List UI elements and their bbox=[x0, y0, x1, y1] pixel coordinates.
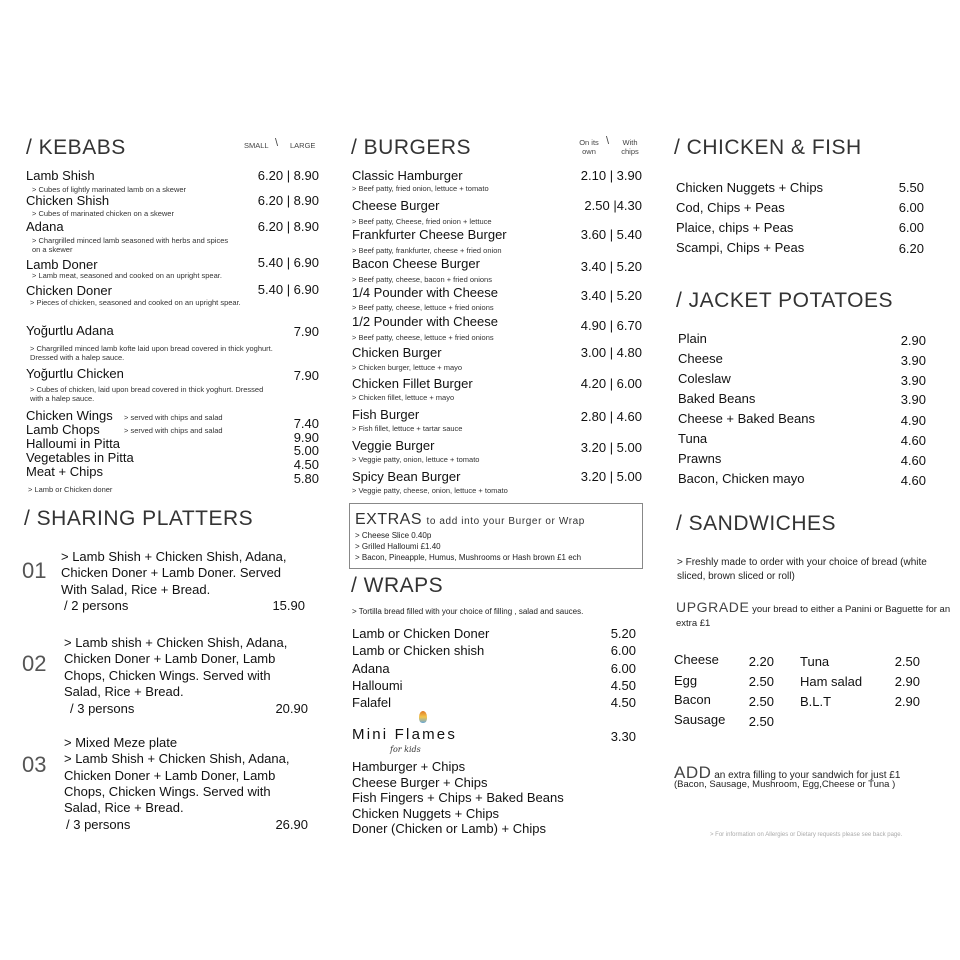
platter-price: 15.90 bbox=[272, 598, 305, 613]
burger-item-desc: > Beef patty, frankfurter, cheese + fried onion bbox=[352, 246, 502, 255]
wrap-item-name: Lamb or Chicken shish bbox=[352, 643, 485, 658]
wrap-item-name: Falafel bbox=[352, 695, 392, 710]
add-text: an extra filling to your sandwich for just £1 bbox=[714, 770, 901, 781]
sandwich-item-price: 2.50 bbox=[748, 674, 774, 689]
extras-title: EXTRAS bbox=[355, 511, 423, 528]
kebab-item-price: 5.40 | 6.90 bbox=[257, 282, 319, 297]
kebab-extra-price: 9.90 bbox=[293, 430, 319, 445]
chicken-fish-title: / CHICKEN & FISH bbox=[674, 136, 862, 159]
sandwich-item-price: 2.50 bbox=[894, 654, 920, 669]
jacket-item-name: Bacon, Chicken mayo bbox=[678, 471, 805, 486]
kebab-item-name: Lamb Shish bbox=[26, 168, 95, 183]
sandwich-item-name: B.L.T bbox=[800, 694, 832, 709]
kebab-item-price: 5.40 | 6.90 bbox=[257, 255, 319, 270]
sandwich-item-price: 2.50 bbox=[748, 694, 774, 709]
jacket-item-price: 4.60 bbox=[900, 433, 926, 448]
platter-line: Chops, Chicken Wings. Served with bbox=[64, 667, 271, 683]
kebab-item-desc: > Lamb meat, seasoned and cooked on an upright spear. bbox=[32, 271, 222, 280]
burger-item-desc: > Veggie patty, onion, lettuce + tomato bbox=[352, 455, 480, 464]
wraps-intro: > Tortilla bread filled with your choice of filling , salad and sauces. bbox=[352, 607, 584, 616]
mini-flames-list bbox=[352, 759, 564, 837]
wrap-item-name: Lamb or Chicken Doner bbox=[352, 626, 490, 641]
jacket-item-name: Plain bbox=[678, 331, 707, 346]
platter-line: > Lamb Shish + Chicken Shish, Adana, bbox=[61, 549, 287, 564]
extras-box bbox=[349, 503, 643, 569]
jacket-item-name: Cheese bbox=[678, 351, 723, 366]
kebabs-col-large: LARGE bbox=[290, 141, 316, 150]
burgers-col-chips: With chips bbox=[621, 138, 639, 156]
kebab-extra-price: 7.40 bbox=[293, 416, 319, 431]
platter-line: Salad, Rice + Bread. bbox=[64, 683, 184, 699]
jacket-item-price: 4.60 bbox=[900, 453, 926, 468]
flame-icon bbox=[419, 711, 427, 723]
kebab-item-price: 7.90 bbox=[293, 324, 319, 339]
burger-item-price: 4.90 | 6.70 bbox=[580, 318, 642, 333]
jacket-item-price: 3.90 bbox=[900, 392, 926, 407]
sandwich-item-price: 2.90 bbox=[894, 674, 920, 689]
jacket-title: / JACKET POTATOES bbox=[676, 289, 893, 312]
platter-price: 26.90 bbox=[275, 817, 308, 832]
jacket-item-name: Cheese + Baked Beans bbox=[678, 411, 815, 426]
burger-item-desc: > Beef patty, Cheese, fried onion + lettuce bbox=[352, 217, 492, 226]
jacket-item-name: Baked Beans bbox=[678, 391, 756, 406]
kebab-extra-price: 5.80 bbox=[293, 471, 319, 486]
burger-item-price: 3.40 | 5.20 bbox=[580, 259, 642, 274]
burger-item-name: 1/4 Pounder with Cheese bbox=[352, 285, 498, 300]
sandwich-item-name: Bacon bbox=[674, 692, 711, 707]
burger-item-name: Cheese Burger bbox=[352, 198, 440, 213]
kebab-extra-name: Meat + Chips bbox=[26, 464, 103, 479]
platter-line: > Lamb shish + Chicken Shish, Adana, bbox=[64, 635, 288, 650]
kebab-extra-note: > served with chips and salad bbox=[124, 426, 223, 435]
extras-line: > Cheese Slice 0.40p bbox=[355, 531, 432, 540]
burger-item-price: 2.10 | 3.90 bbox=[580, 168, 642, 183]
jacket-item-price: 4.60 bbox=[900, 473, 926, 488]
kebab-item-desc: > Cubes of lightly marinated lamb on a skewer bbox=[32, 185, 187, 194]
kebab-item-desc: > Pieces of chicken, seasoned and cooked on an upright spear. bbox=[30, 298, 241, 307]
extras-line: > Grilled Halloumi £1.40 bbox=[355, 542, 441, 551]
platter-number: 02 bbox=[22, 651, 47, 676]
sandwiches-add-sub: (Bacon, Sausage, Mushroom, Egg,Cheese or Tuna ) bbox=[674, 779, 896, 790]
chicken-fish-item-price: 6.20 bbox=[898, 241, 924, 256]
burger-item-desc: > Veggie patty, cheese, onion, lettuce + tomato bbox=[352, 486, 508, 495]
kebab-item-desc: > Chargrilled minced lamb seasoned with herbs and spices on a skewer bbox=[32, 236, 229, 254]
burger-item-name: Bacon Cheese Burger bbox=[352, 256, 480, 271]
upgrade-text: your bread to either a Panini or Baguette for an extra £1 bbox=[676, 604, 951, 629]
kebabs-title: / KEBABS bbox=[26, 136, 126, 159]
burger-item-desc: > Beef patty, cheese, lettuce + fried onions bbox=[352, 303, 494, 312]
burger-item-price: 3.20 | 5.00 bbox=[580, 469, 642, 484]
kebab-item-name: Chicken Shish bbox=[26, 193, 110, 208]
burger-item-name: Classic Hamburger bbox=[352, 168, 463, 183]
wrap-item-price: 4.50 bbox=[610, 695, 636, 710]
platter-price: 20.90 bbox=[275, 701, 308, 716]
kebab-item-name: Chicken Doner bbox=[26, 283, 112, 298]
kebab-item-name: Yoğurtlu Adana bbox=[26, 323, 114, 338]
sandwich-item-price: 2.90 bbox=[894, 694, 920, 709]
burger-item-desc: > Beef patty, fried onion, lettuce + tomato bbox=[352, 184, 489, 193]
burger-item-name: Chicken Fillet Burger bbox=[352, 376, 473, 391]
burgers-col-sep: \ bbox=[606, 135, 610, 147]
burgers-title: / BURGERS bbox=[351, 136, 472, 159]
platter-line: With Salad, Rice + Bread. bbox=[61, 581, 211, 597]
burger-item-name: Chicken Burger bbox=[352, 345, 442, 360]
jacket-item-price: 3.90 bbox=[900, 353, 926, 368]
sandwich-item-name: Ham salad bbox=[800, 674, 863, 689]
sandwich-item-name: Sausage bbox=[674, 712, 726, 727]
mini-flames-item: Cheese Burger + Chips bbox=[352, 774, 488, 790]
platter-line: Chicken Doner + Lamb Doner, Lamb bbox=[64, 767, 276, 783]
burger-item-price: 3.40 | 5.20 bbox=[580, 288, 642, 303]
sandwich-item-name: Egg bbox=[674, 673, 698, 688]
sandwich-item-name: Cheese bbox=[674, 652, 719, 667]
burger-item-name: Fish Burger bbox=[352, 407, 420, 422]
kebab-item-name: Lamb Doner bbox=[26, 257, 98, 272]
jacket-item-price: 4.90 bbox=[900, 413, 926, 428]
mini-flames-price: 3.30 bbox=[610, 729, 636, 744]
mini-flames-item: Doner (Chicken or Lamb) + Chips bbox=[352, 821, 546, 837]
kebab-extra-name: Halloumi in Pitta bbox=[26, 436, 120, 451]
jacket-item-price: 3.90 bbox=[900, 373, 926, 388]
mini-flames-item: Fish Fingers + Chips + Baked Beans bbox=[352, 790, 564, 806]
sandwiches-title: / SANDWICHES bbox=[676, 512, 837, 535]
chicken-fish-item-name: Scampi, Chips + Peas bbox=[676, 240, 805, 255]
burger-item-desc: > Beef patty, cheese, lettuce + fried onions bbox=[352, 333, 494, 342]
burger-item-name: Frankfurter Cheese Burger bbox=[352, 227, 507, 242]
kebab-item-price: 7.90 bbox=[293, 368, 319, 383]
wrap-item-name: Adana bbox=[352, 661, 390, 676]
platter-number: 01 bbox=[22, 558, 47, 583]
extras-subtitle: to add into your Burger or Wrap bbox=[426, 516, 585, 527]
platter-line: > Mixed Meze plate bbox=[64, 735, 178, 750]
burger-item-desc: > Chicken fillet, lettuce + mayo bbox=[352, 393, 455, 402]
burgers-col-own: On its own bbox=[579, 138, 599, 156]
chicken-fish-item-price: 5.50 bbox=[898, 180, 924, 195]
kebab-extras-note: > Lamb or Chicken doner bbox=[28, 485, 113, 494]
kebabs-col-small: SMALL bbox=[244, 141, 269, 150]
chicken-fish-item-name: Cod, Chips + Peas bbox=[676, 200, 785, 215]
platter-persons: / 3 persons bbox=[70, 701, 135, 716]
wrap-item-price: 5.20 bbox=[610, 626, 636, 641]
wraps-title: / WRAPS bbox=[351, 574, 444, 597]
platter-persons: / 2 persons bbox=[64, 598, 129, 613]
chicken-fish-item-price: 6.00 bbox=[898, 200, 924, 215]
mini-flames-title: Mini Flames bbox=[352, 726, 458, 743]
chicken-fish-item-name: Plaice, chips + Peas bbox=[676, 220, 794, 235]
add-word: ADD bbox=[674, 763, 712, 782]
platter-line: Salad, Rice + Bread. bbox=[64, 800, 184, 816]
kebab-item-name: Adana bbox=[26, 219, 64, 234]
platter-persons: / 3 persons bbox=[66, 817, 131, 832]
burger-item-price: 3.20 | 5.00 bbox=[580, 440, 642, 455]
sandwich-item-name: Tuna bbox=[800, 654, 830, 669]
jacket-item-name: Tuna bbox=[678, 431, 708, 446]
burger-item-price: 4.20 | 6.00 bbox=[580, 376, 642, 391]
platter-line: > Lamb Shish + Chicken Shish, Adana, bbox=[64, 751, 290, 767]
kebab-extra-name: Chicken Wings bbox=[26, 408, 113, 423]
jacket-item-name: Coleslaw bbox=[678, 371, 731, 386]
kebab-item-name: Yoğurtlu Chicken bbox=[26, 366, 124, 381]
sandwiches-intro: > Freshly made to order with your choice of bread (white sliced, brown sliced or roll) bbox=[677, 557, 927, 582]
kebab-extra-price: 5.00 bbox=[293, 443, 319, 458]
burger-item-name: Spicy Bean Burger bbox=[352, 469, 461, 484]
wrap-item-price: 6.00 bbox=[610, 643, 636, 658]
wrap-item-price: 4.50 bbox=[610, 678, 636, 693]
burger-item-price: 2.50 |4.30 bbox=[584, 198, 642, 213]
chicken-fish-item-price: 6.00 bbox=[898, 220, 924, 235]
extras-line: > Bacon, Pineapple, Humus, Mushrooms or Hash brown £1 ech bbox=[355, 553, 582, 562]
burger-item-desc: > Chicken burger, lettuce + mayo bbox=[352, 363, 463, 372]
platter-line: Chicken Doner + Lamb Doner, Lamb bbox=[64, 651, 276, 667]
kebab-item-desc: > Cubes of chicken, laid upon bread covered in thick yoghurt. Dressed with a halep sauce. bbox=[30, 385, 264, 403]
platter-line: Chicken Doner + Lamb Doner. Served bbox=[61, 565, 282, 581]
platter-number: 03 bbox=[22, 752, 47, 777]
kebab-item-price: 6.20 | 8.90 bbox=[257, 168, 319, 183]
mini-flames-subtitle: for kids bbox=[390, 745, 421, 754]
platter-line: Chops, Chicken Wings. Served with bbox=[64, 783, 271, 799]
kebab-item-price: 6.20 | 8.90 bbox=[257, 193, 319, 208]
upgrade-word: UPGRADE bbox=[676, 599, 750, 615]
burger-item-desc: > Fish fillet, lettuce + tartar sauce bbox=[352, 424, 463, 433]
kebabs-col-sep: \ bbox=[275, 137, 279, 149]
burger-item-price: 3.60 | 5.40 bbox=[580, 227, 642, 242]
mini-flames-item: Chicken Nuggets + Chips bbox=[352, 805, 500, 821]
burger-item-price: 3.00 | 4.80 bbox=[580, 345, 642, 360]
kebab-item-desc: > Chargrilled minced lamb kofte laid upon bread covered in thick yoghurt. Dressed with a halep sauce. bbox=[30, 344, 273, 362]
burger-item-name: Veggie Burger bbox=[352, 438, 435, 453]
burger-item-name: 1/2 Pounder with Cheese bbox=[352, 314, 498, 329]
kebab-extra-note: > served with chips and salad bbox=[124, 413, 223, 422]
sandwich-item-price: 2.50 bbox=[748, 714, 774, 729]
chicken-fish-item-name: Chicken Nuggets + Chips bbox=[676, 180, 824, 195]
kebab-item-desc: > Cubes of marinated chicken on a skewer bbox=[32, 209, 174, 218]
wrap-item-price: 6.00 bbox=[610, 661, 636, 676]
wrap-item-name: Halloumi bbox=[352, 678, 403, 693]
platters-title: / SHARING PLATTERS bbox=[24, 507, 254, 530]
footnote: > For information on Allergies or Dietary requests please see back page. bbox=[710, 832, 903, 838]
sandwich-item-price: 2.20 bbox=[748, 654, 774, 669]
burger-item-price: 2.80 | 4.60 bbox=[580, 409, 642, 424]
sandwiches-upgrade bbox=[676, 600, 951, 631]
mini-flames-item: Hamburger + Chips bbox=[352, 759, 466, 774]
jacket-item-price: 2.90 bbox=[900, 333, 926, 348]
kebab-item-price: 6.20 | 8.90 bbox=[257, 219, 319, 234]
kebab-extra-price: 4.50 bbox=[293, 457, 319, 472]
jacket-item-name: Prawns bbox=[678, 451, 722, 466]
burger-item-desc: > Beef patty, cheese, bacon + fried onions bbox=[352, 275, 492, 284]
kebab-extra-name: Vegetables in Pitta bbox=[26, 450, 134, 465]
kebab-extra-name: Lamb Chops bbox=[26, 422, 100, 437]
